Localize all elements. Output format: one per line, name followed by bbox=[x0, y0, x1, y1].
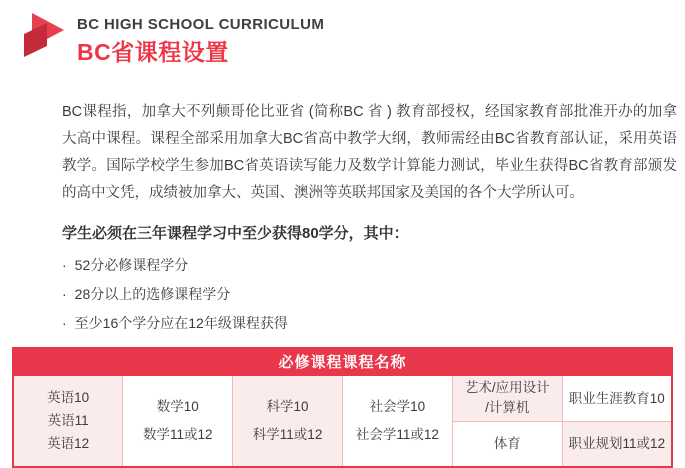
cell-line: 英语11 bbox=[47, 413, 89, 429]
main-content bbox=[62, 99, 677, 342]
cell-line: 艺术/应用设计 bbox=[464, 380, 550, 395]
cell-line: 英语10 bbox=[47, 390, 90, 406]
required-courses-table bbox=[12, 347, 673, 468]
cell-line: 科学11或12 bbox=[252, 427, 323, 443]
list-item bbox=[62, 313, 677, 333]
bullet-dot-icon: · bbox=[62, 315, 67, 331]
cell-line: 体育 bbox=[493, 436, 521, 452]
cell-line: /计算机 bbox=[485, 400, 530, 415]
header-eyebrow: BC HIGH SCHOOL CURRICULUM bbox=[77, 16, 325, 33]
header-text bbox=[77, 13, 324, 67]
cell-social-studies bbox=[342, 375, 452, 467]
table-title: 必修课程课程名称 bbox=[13, 348, 672, 375]
table-header-row bbox=[13, 348, 672, 375]
credits-bullet-list bbox=[62, 255, 677, 333]
intro-paragraph: BC课程指，加拿大不列颠哥伦比亚省 (简称BC 省 ) 教育部授权，经国家教育部批准开办的加拿大高中课程。课程全部采用加拿大BC省高中教学大纲，教师需经由BC省教育部认证，采用英语教学。国际学校学生参加BC省英语读写能力及数学计算能力测试，毕业生获得BC省教育部颁发的高中文凭，成绩被加拿大、英国、澳洲等英联邦国家及美国的各个大学所认可。 bbox=[62, 104, 677, 201]
cell-line: 社会学10 bbox=[369, 399, 426, 415]
cell-science bbox=[233, 375, 343, 467]
page-title: BC省课程设置 bbox=[77, 39, 229, 65]
bullet-text: 28分以上的选修课程学分 bbox=[74, 286, 231, 302]
cell-line: 职业生涯教育10 bbox=[568, 390, 665, 406]
list-item bbox=[62, 284, 677, 304]
page-header bbox=[24, 13, 324, 67]
cell-line: 社会学11或12 bbox=[355, 427, 439, 443]
cell-line: 英语12 bbox=[47, 436, 90, 452]
cell-line: 职业规划11或12 bbox=[568, 436, 666, 452]
bullet-dot-icon: · bbox=[62, 257, 67, 273]
bullet-text: 52分必修课程学分 bbox=[74, 257, 189, 273]
cell-physical-education bbox=[452, 421, 562, 467]
table-row bbox=[13, 375, 672, 421]
credits-heading: 学生必须在三年课程学习中至少获得80学分，其中： bbox=[62, 225, 409, 242]
cell-line: 科学10 bbox=[266, 399, 309, 415]
cell-career-planning bbox=[562, 421, 672, 467]
cell-math bbox=[123, 375, 233, 467]
cell-arts-design-computer bbox=[452, 375, 562, 421]
bullet-text: 至少16个学分应在12年级课程获得 bbox=[74, 315, 288, 331]
cell-career-education bbox=[562, 375, 672, 421]
list-item bbox=[62, 255, 677, 275]
cell-english bbox=[13, 375, 123, 467]
cell-line: 数学11或12 bbox=[142, 427, 213, 443]
cell-line: 数学10 bbox=[156, 399, 199, 415]
bullet-dot-icon: · bbox=[62, 286, 67, 302]
brand-arrow-icon bbox=[24, 13, 64, 67]
